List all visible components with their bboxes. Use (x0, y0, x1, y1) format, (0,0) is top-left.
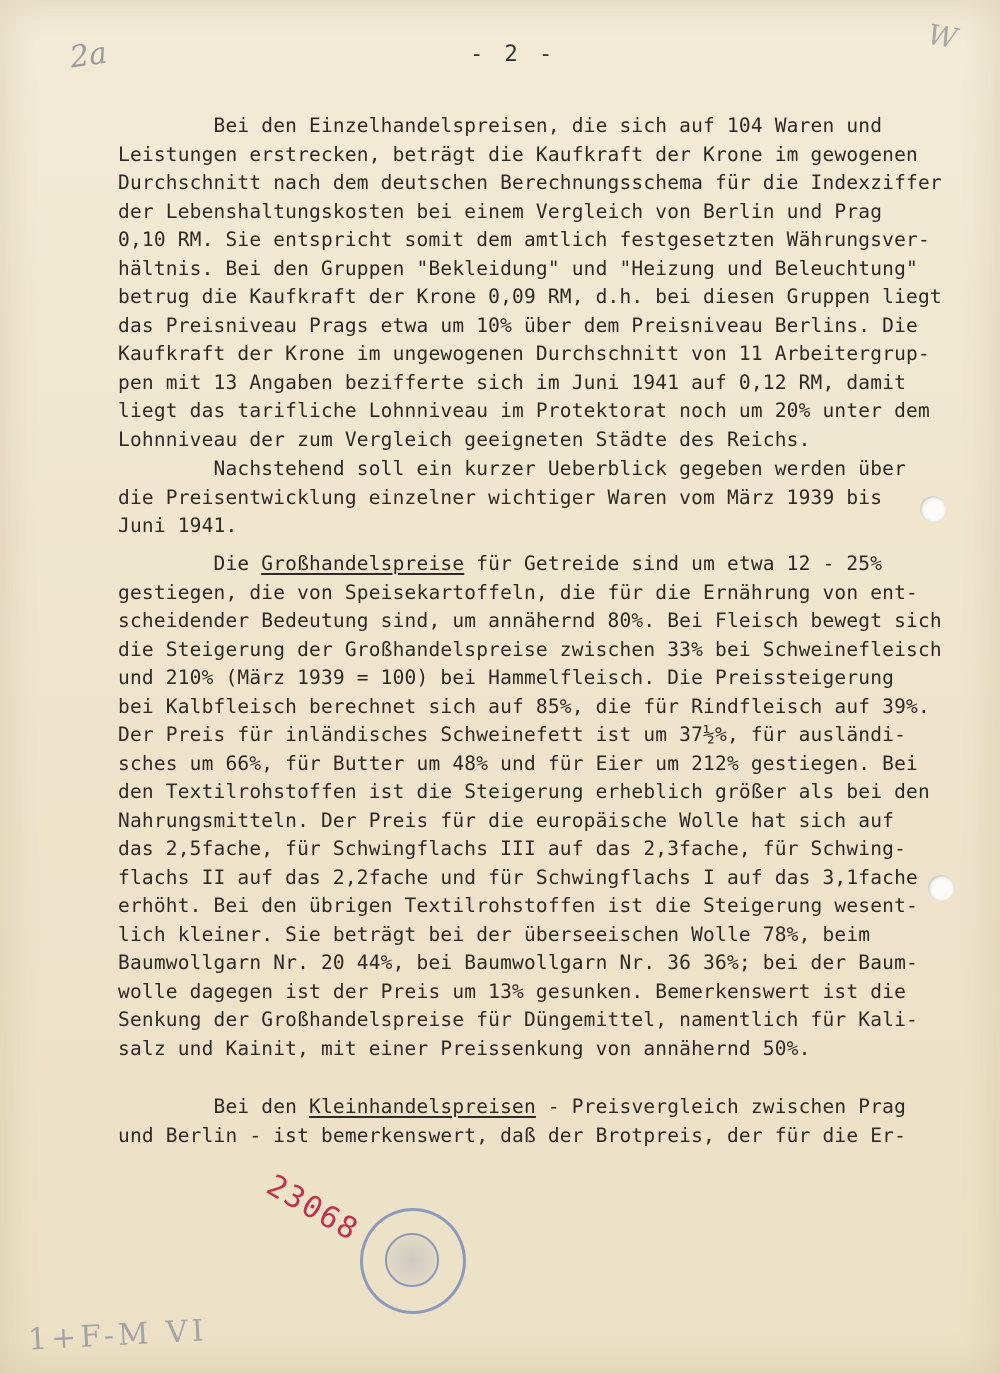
text-line: gestiegen, die von Speisekartoffeln, die für die Ernährung von ent- (118, 580, 918, 604)
paragraph-small-trade-prices (118, 1093, 948, 1150)
text-line: lich kleiner. Sie beträgt bei der überseeischen Wolle 78%, beim (118, 922, 871, 946)
text-line: betrug die Kaufkraft der Krone 0,09 RM, d.h. bei diesen Gruppen liegt (118, 285, 942, 308)
text-line: Leistungen erstrecken, beträgt die Kaufkraft der Krone im gewogenen (118, 142, 918, 166)
text-line: salz und Kainit, mit einer Preissenkung von annähernd 50%. (118, 1036, 811, 1060)
text-line (118, 1093, 948, 1122)
text-line: das 2,5fache, für Schwingflachs III auf das 2,3fache, für Schwing- (118, 837, 907, 860)
text-line: wolle dagegen ist der Preis um 13% gesunken. Bemerkenswert ist die (118, 979, 907, 1003)
text-line: Nahrungsmitteln. Der Preis für die europäische Wolle hat sich auf (118, 808, 895, 832)
text-line: Juni 1941. (118, 514, 238, 537)
paragraph-wholesale-prices (118, 550, 948, 1063)
archive-number-stamp: 23068 (260, 1168, 365, 1249)
text-line: Durchschnitt nach dem deutschen Berechnungsschema für die Indexziffer (118, 171, 942, 194)
text-line: Lohnniveau der zum Vergleich geeigneten Städte des Reichs. (118, 427, 811, 451)
text-line: der Lebenshaltungskosten bei einem Vergleich von Berlin und Prag (118, 199, 883, 223)
text-line: Kaufkraft der Krone im ungewogenen Durchschnitt von 11 Arbeitergrup- (118, 342, 930, 365)
text-line: die Steigerung der Großhandelspreise zwischen 33% bei Schweinefleisch (118, 637, 942, 661)
bottom-handwritten-note: 1+F-M VI (27, 1313, 209, 1358)
line-suffix: - Preisvergleich zwischen Prag (535, 1095, 907, 1118)
text-line: flachs II auf das 2,2fache und für Schwingflachs I auf das 3,1fache (118, 865, 918, 889)
text-line: und Berlin - ist bemerkenswert, daß der Brotpreis, der für die Er- (118, 1123, 907, 1147)
page-number: - 2 - (470, 42, 557, 67)
text-line: Senkung der Großhandelspreise für Düngemittel, namentlich für Kali- (118, 1008, 918, 1031)
line-suffix: für Getreide sind um etwa 12 - 25% (464, 552, 883, 575)
text-line: Nachstehend soll ein kurzer Ueberblick gegeben werden über (118, 457, 907, 480)
underlined-term: Großhandelspreise (261, 552, 465, 575)
paragraph-retail-prices (118, 112, 948, 454)
text-line: erhöht. Bei den übrigen Textilrohstoffen ist die Steigerung wesent- (118, 894, 918, 917)
text-line: bei Kalbfleisch berechnet sich auf 85%, die für Rindfleisch auf 39%. (118, 694, 930, 718)
text-line: und 210% (März 1939 = 100) bei Hammelfleisch. Die Preissteigerung (118, 666, 895, 689)
text-line: den Textilrohstoffen ist die Steigerung erheblich größer als bei den (118, 780, 930, 803)
text-line: die Preisentwicklung einzelner wichtiger Waren vom März 1939 bis (118, 485, 883, 509)
underlined-term: Kleinhandelspreisen (309, 1095, 536, 1118)
archive-seal-stamp (360, 1208, 466, 1314)
line-prefix: Die (118, 552, 262, 575)
seal-emblem (385, 1233, 439, 1287)
text-line: hältnis. Bei den Gruppen "Bekleidung" und "Heizung und Beleuchtung" (118, 256, 918, 280)
text-line: Der Preis für inländisches Schweinefett ist um 37½%, für ausländi- (118, 723, 907, 746)
corner-handwritten-mark: W (925, 17, 960, 56)
text-line: Bei den Einzelhandelspreisen, die sich auf 104 Waren und (118, 114, 883, 137)
paragraph-overview (118, 455, 948, 541)
handwritten-page-note: 2a (67, 35, 110, 76)
text-line (118, 550, 948, 579)
text-line: das Preisniveau Prags etwa um 10% über dem Preisniveau Berlins. Die (118, 313, 918, 337)
text-line: sches um 66%, für Butter um 48% und für Eier um 212% gestiegen. Bei (118, 751, 918, 775)
punch-hole (928, 875, 954, 901)
text-line: liegt das tarifliche Lohnniveau im Protektorat noch um 20% unter dem (118, 399, 930, 422)
text-line: 0,10 RM. Sie entspricht somit dem amtlich festgesetzten Währungsver- (118, 228, 930, 251)
text-line: Baumwollgarn Nr. 20 44%, bei Baumwollgarn Nr. 36 36%; bei der Baum- (118, 951, 918, 974)
punch-hole (920, 496, 946, 522)
line-prefix: Bei den (118, 1095, 310, 1118)
text-line: pen mit 13 Angaben bezifferte sich im Juni 1941 auf 0,12 RM, damit (118, 370, 907, 394)
text-line: scheidender Bedeutung sind, um annähernd 80%. Bei Fleisch bewegt sich (118, 609, 942, 632)
